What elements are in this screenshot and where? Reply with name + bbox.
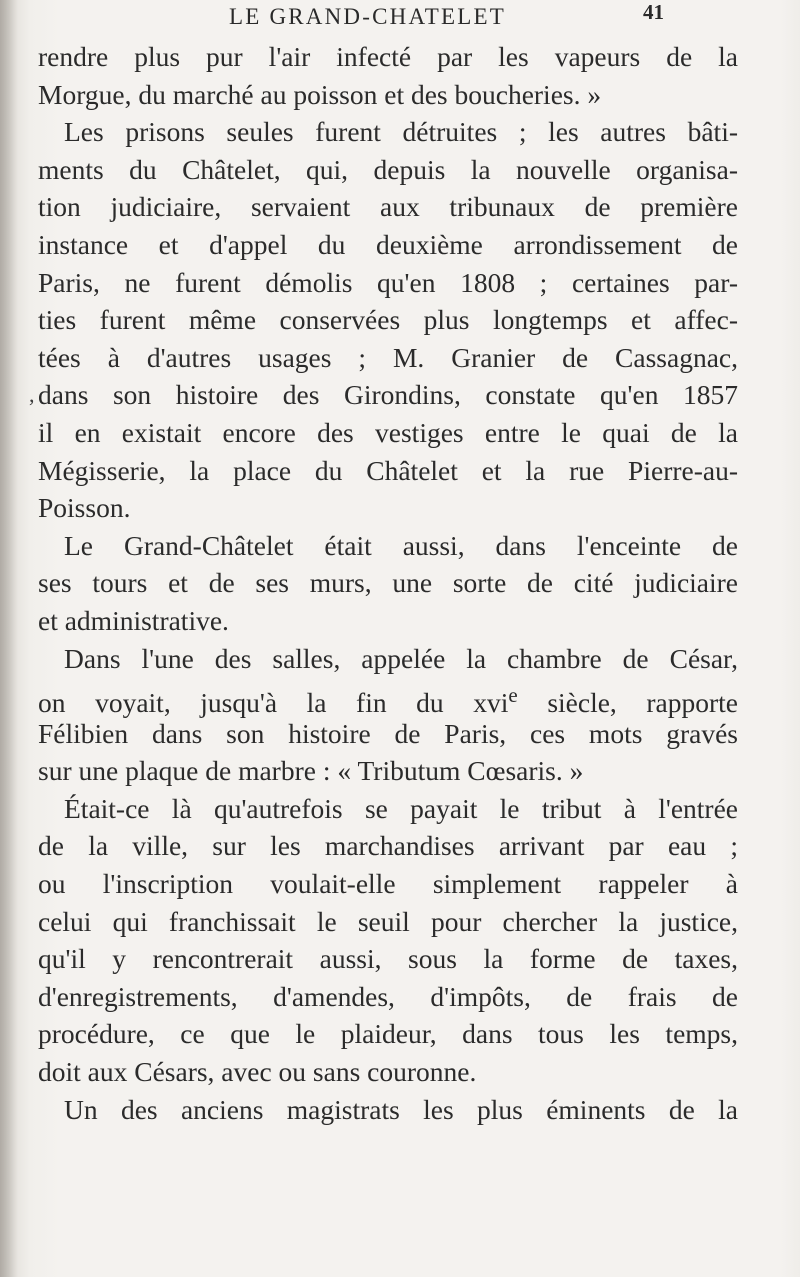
superscript: e [508,683,518,708]
text-line: tées à d'autres usages ; M. Granier de Cassagnac, [38,341,738,373]
text-line: procédure, ce que le plaideur, dans tous les temps, [38,1018,738,1050]
running-header [0,0,800,34]
text-line [38,677,738,719]
text-line: celui qui franchissait le seuil pour chercher la justice, [38,905,738,937]
text-line: et administrative. [38,604,229,636]
text-line: ments du Châtelet, qui, depuis la nouvelle organisa- [38,153,738,185]
text-line: qu'il y rencontrerait aussi, sous la forme de taxes, [38,943,738,975]
text-line: ties furent même conservées plus longtemps et affec- [38,304,738,336]
running-title: LE GRAND-CHATELET [229,4,506,29]
text-line: rendre plus pur l'air infecté par les vapeurs de la [38,41,738,72]
text-line: sur une plaque de marbre : « Tributum Cœsaris. » [38,755,584,787]
text-line: Morgue, du marché au poisson et des boucheries. » [38,78,602,110]
text-line: doit aux Césars, avec ou sans couronne. [38,1056,477,1088]
text-line: Mégisserie, la place du Châtelet et la rue Pierre-au- [38,454,738,486]
text-line: instance et d'appel du deuxième arrondissement de [38,228,738,260]
text-line: il en existait encore des vestiges entre le quai de la [38,416,738,448]
text-line: Le Grand-Châtelet était aussi, dans l'enceinte de [64,529,738,561]
text-fragment: on voyait, jusqu'à la fin du xvi [38,687,509,719]
page-number: 41 [643,0,664,24]
text-line: d'enregistrements, d'amendes, d'impôts, de frais de [38,980,738,1012]
text-fragment: siècle, rapporte [517,687,738,719]
text-line: ou l'inscription voulait-elle simplement rappeler à [38,868,738,900]
gutter-shadow [0,0,18,1277]
text-line: Un des anciens magistrats les plus éminents de la [64,1093,738,1125]
text-line: Dans l'une des salles, appelée la chambre de César, [64,642,738,674]
text-line: tion judiciaire, servaient aux tribunaux de première [38,191,738,223]
text-line: Félibien dans son histoire de Paris, ces mots gravés [38,717,738,749]
text-line: Paris, ne furent démolis qu'en 1808 ; certaines par- [38,266,738,298]
text-line: de la ville, sur les marchandises arrivant par eau ; [38,830,738,862]
text-line: Les prisons seules furent détruites ; les autres bâti- [64,116,738,148]
margin-mark: , [29,382,35,407]
text-line: Était-ce là qu'autrefois se payait le tribut à l'entrée [64,792,738,824]
text-line: ses tours et de ses murs, une sorte de cité judiciaire [38,567,738,599]
body-text [38,38,738,1128]
text-line: Poisson. [38,492,131,524]
text-line: dans son histoire des Girondins, constate qu'en 1857 [38,379,738,411]
